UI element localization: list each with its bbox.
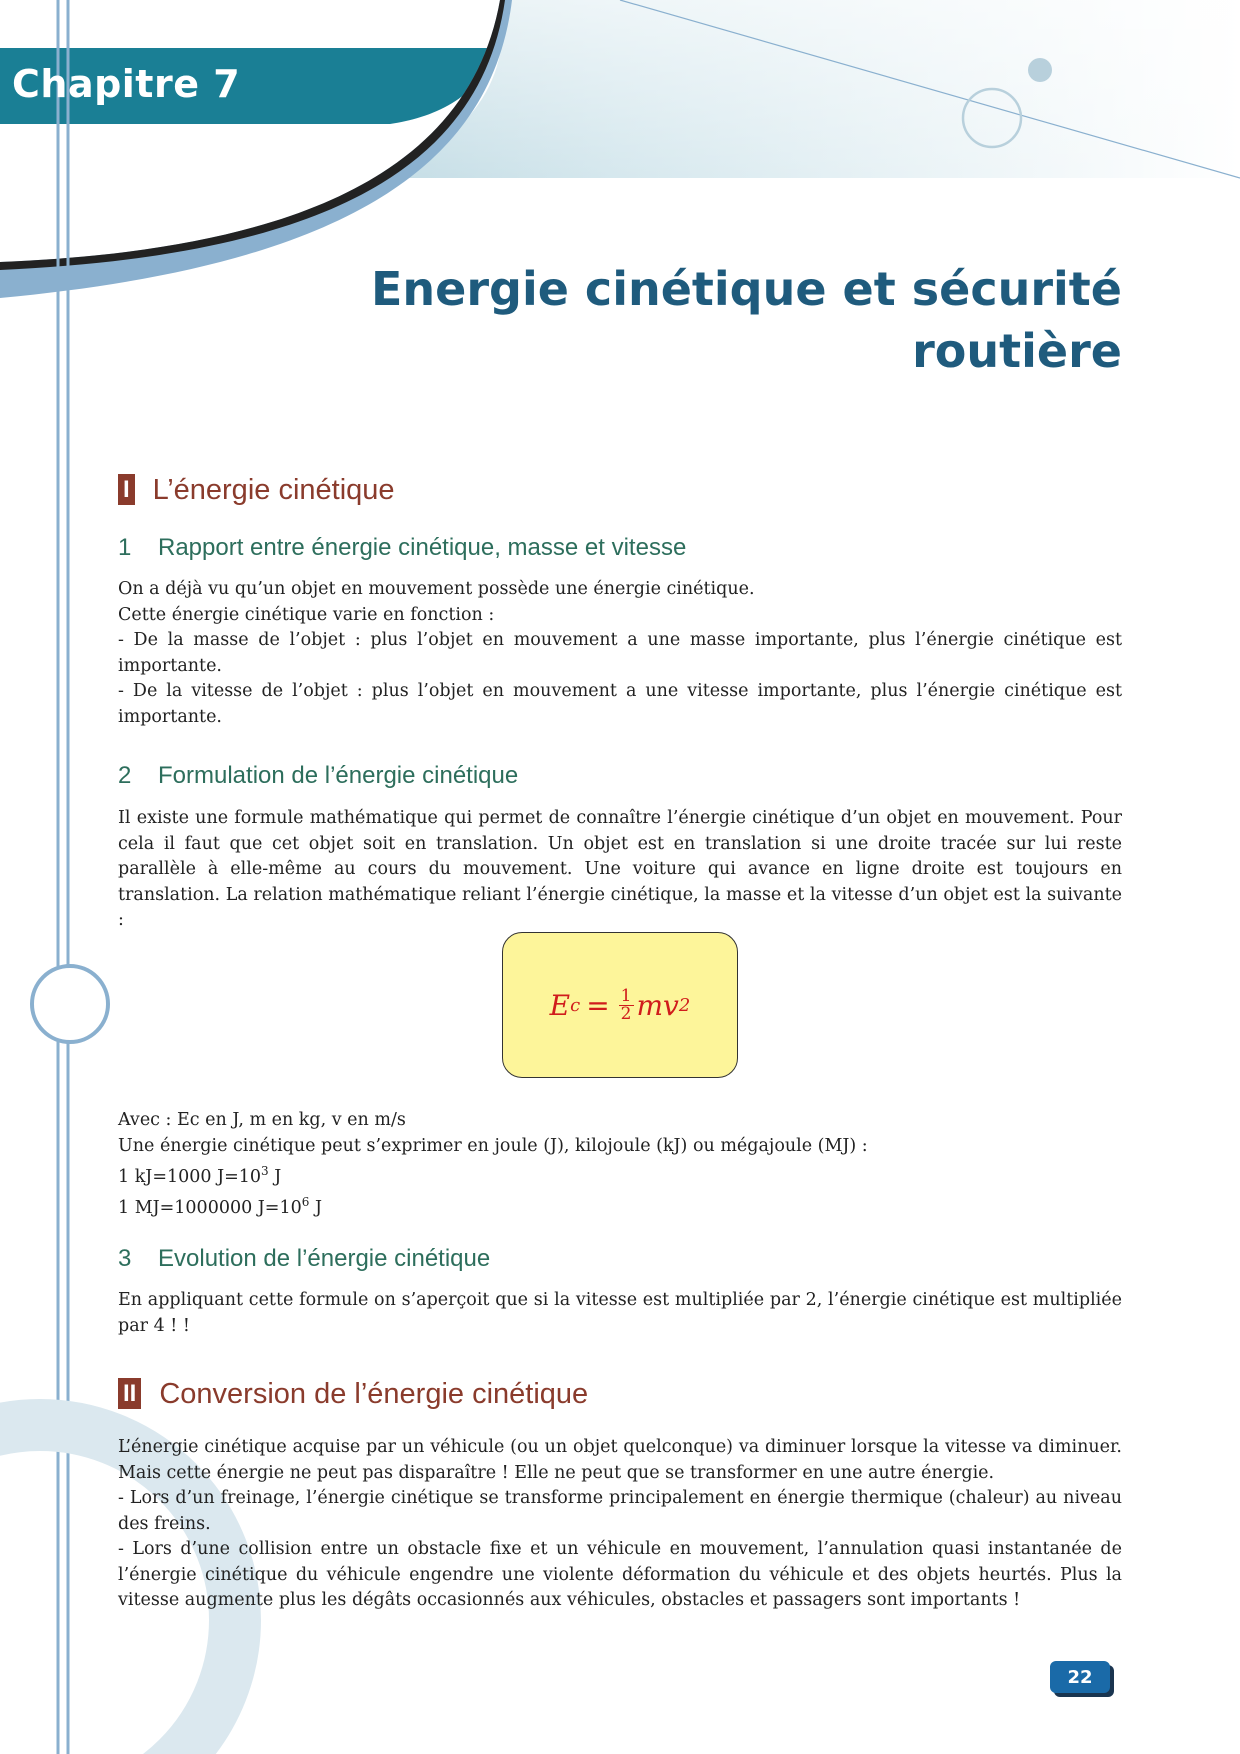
text-paragraph: Il existe une formule mathématique qui permet de connaître l’énergie cinétique d’un objet en mouvement. Pour cela il faut que cet objet soit en translation. Un objet est en translation si une droite tracée sur lui reste parallèle à elle-même au cours du mouvement. Une voiture qui avance en ligne droite est toujours en translation. La relation mathématique reliant l’énergie cinétique, la masse et la vitesse d’un objet est la suivante : [118,808,1122,930]
formula-lhs: E [549,988,571,1022]
paragraph-units [118,1108,1122,1222]
formula-equals: = [586,988,610,1022]
kj-line [118,1159,1122,1190]
mj-suffix: J [309,1198,322,1219]
kj-prefix: 1 kJ=1000 J=10 [118,1166,262,1187]
paragraph-conversion [118,1435,1122,1614]
deco-dot-icon [1028,58,1052,82]
chapter-label: Chapitre 7 [12,62,241,106]
kinetic-energy-formula [549,985,691,1024]
section-number-badge: I [118,474,135,505]
title-line-1: Energie cinétique et sécurité [370,262,1122,316]
text-line: - De la vitesse de l’objet : plus l’objet en mouvement a une vitesse importante, plus l’énergie cinétique est importante. [118,681,1122,727]
text-line: - De la masse de l’objet : plus l’objet en mouvement a une masse importante, plus l’énergie cinétique est importante. [118,630,1122,676]
subsection-number: 3 [118,1245,132,1272]
mj-line [118,1190,1122,1221]
mj-exponent: 6 [301,1195,310,1210]
subsection-title: Rapport entre énergie cinétique, masse et vitesse [158,534,687,561]
page-number: 22 [1050,1661,1110,1693]
formula-lhs-sub: c [570,994,581,1016]
text-line: On a déjà vu qu’un objet en mouvement possède une énergie cinétique. [118,579,755,599]
text-paragraph: En appliquant cette formule on s’aperçoit que si la vitesse est multipliée par 2, l’énergie cinétique est multipliée par 4 ! ! [118,1290,1122,1336]
section-title: Conversion de l’énergie cinétique [159,1378,589,1410]
subsection-number: 2 [118,762,132,789]
paragraph-evolution [118,1288,1122,1339]
paragraph-formulation [118,806,1122,934]
formula-rhs-sup: 2 [678,994,691,1016]
section-number-badge: II [118,1378,141,1409]
fraction-numerator: 1 [620,985,632,1006]
formula-fraction [619,985,634,1024]
formula-rhs: mv [636,988,679,1022]
text-line: Cette énergie cinétique varie en fonction : [118,604,495,625]
section-heading-1 [118,474,395,507]
subsection-title: Formulation de l’énergie cinétique [158,762,519,789]
page-title [302,258,1122,382]
paragraph-mass-speed [118,577,1122,730]
units-line: Une énergie cinétique peut s’exprimer en joule (J), kilojoule (kJ) ou mégajoule (MJ) : [118,1135,868,1156]
subsection-title: Evolution de l’énergie cinétique [158,1245,491,1272]
text-line: - Lors d’une collision entre un obstacle fixe et un véhicule en mouvement, l’annulation quasi instantanée de l’énergie cinétique du véhicule engendre une violente déformation du véhicule et des objets heurtés. Plus la vitesse augmente plus les dégâts occasionnés aux véhicules, obstacles et passagers sont importants ! [118,1539,1122,1610]
mj-prefix: 1 MJ=1000000 J=10 [118,1198,302,1219]
fraction-denominator: 2 [620,1003,632,1024]
kj-exponent: 3 [261,1164,269,1178]
text-line: L’énergie cinétique acquise par un véhicule (ou un objet quelconque) va diminuer lorsque la vitesse va diminuer. Mais cette énergie ne peut pas disparaître ! Elle ne peut que se transformer en une autre énergie. [118,1437,1122,1483]
subsection-heading-3 [118,1245,490,1273]
subsection-heading-1 [118,534,686,562]
deco-ring-icon [32,966,108,1042]
section-heading-2 [118,1378,588,1411]
formula-box [502,932,738,1078]
units-line: Avec : Ec en J, m en kg, v en m/s [118,1110,406,1130]
section-title: L’énergie cinétique [152,474,395,506]
text-line: - Lors d’un freinage, l’énergie cinétique se transforme principalement en énergie thermique (chaleur) au niveau des freins. [118,1488,1122,1534]
subsection-number: 1 [118,534,132,561]
kj-suffix: J [268,1166,282,1187]
title-line-2: routière [912,324,1122,378]
subsection-heading-2 [118,762,518,790]
